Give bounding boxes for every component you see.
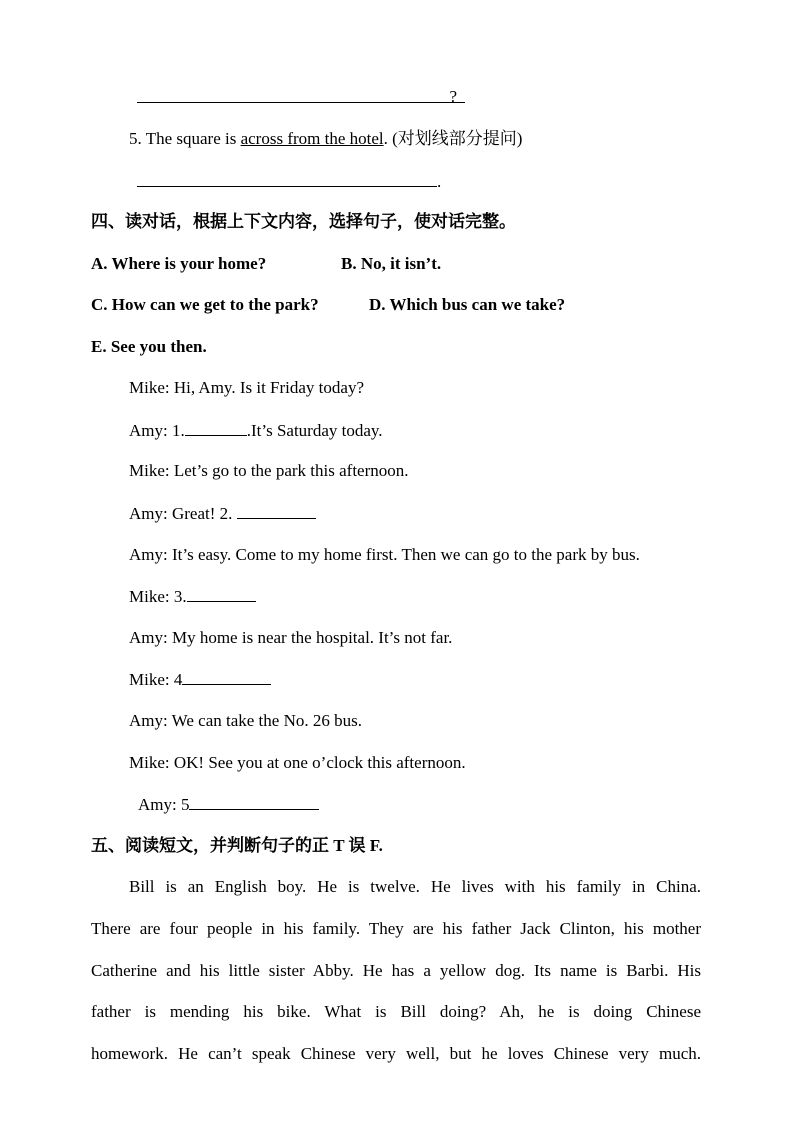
- blank-5[interactable]: [189, 793, 319, 810]
- option-b: B. No, it isn’t.: [341, 254, 442, 273]
- dialogue-line-3: Mike: Let’s go to the park this afternoon.: [129, 461, 409, 480]
- dialogue-prefix: Mike: 4: [129, 670, 183, 689]
- blank-1[interactable]: [185, 419, 247, 436]
- dialogue-line-1: Mike: Hi, Amy. Is it Friday today?: [129, 378, 364, 397]
- dialogue-line-7: Amy: My home is near the hospital. It’s not far.: [129, 628, 453, 647]
- blank-2[interactable]: [237, 502, 316, 519]
- section-5-heading: 五、阅读短文，并判断句子的正 T 误 F.: [91, 836, 383, 855]
- section-4-heading: 四、读对话，根据上下文内容，选择句子，使对话完整。: [91, 212, 516, 231]
- blank-4[interactable]: [182, 668, 271, 685]
- question-5: [129, 128, 522, 150]
- dialogue-line-10: Mike: OK! See you at one o’clock this afternoon.: [129, 753, 466, 772]
- dialogue-line-6: [129, 585, 256, 608]
- dialogue-line-9: Amy: We can take the No. 26 bus.: [129, 711, 362, 730]
- blank-3[interactable]: [187, 585, 256, 602]
- dialogue-prefix: Amy: 1.: [129, 421, 185, 440]
- dialogue-line-8: [129, 668, 271, 691]
- passage-line: homework. He can’t speak Chinese very well, but he loves Chinese very much.: [91, 1044, 701, 1063]
- q5-prefix: 5. The square is: [129, 129, 241, 148]
- dialogue-prefix: Mike: 3.: [129, 587, 187, 606]
- dialogue-suffix: .It’s Saturday today.: [246, 421, 383, 440]
- passage-line: There are four people in his family. They are his father Jack Clinton, his mother: [91, 919, 701, 938]
- passage-line: Catherine and his little sister Abby. He has a yellow dog. Its name is Barbi. His: [91, 961, 701, 980]
- dialogue-prefix: Amy: 5: [138, 795, 190, 814]
- q5-suffix: . (对划线部分提问): [383, 129, 523, 148]
- passage-line: Bill is an English boy. He is twelve. He lives with his family in China.: [129, 877, 701, 896]
- option-d: D. Which bus can we take?: [369, 295, 566, 314]
- q4-end-mark: ?: [449, 87, 457, 106]
- dialogue-line-11: [138, 793, 319, 816]
- dialogue-prefix: Amy: Great! 2.: [129, 504, 237, 523]
- dialogue-line-5: Amy: It’s easy. Come to my home first. Then we can go to the park by bus.: [129, 545, 640, 564]
- option-a: A. Where is your home?: [91, 254, 267, 273]
- option-c: C. How can we get to the park?: [91, 295, 319, 314]
- q4-answer-line[interactable]: [137, 86, 465, 109]
- q5-end-mark: .: [437, 172, 442, 191]
- dialogue-line-4: [129, 502, 316, 525]
- dialogue-line-2: [129, 419, 383, 442]
- q5-answer-line[interactable]: [137, 170, 441, 193]
- q5-underlined-phrase: across from the hotel: [240, 129, 384, 148]
- passage-line: father is mending his bike. What is Bill doing? Ah, he is doing Chinese: [91, 1002, 701, 1021]
- option-e: E. See you then.: [91, 337, 207, 356]
